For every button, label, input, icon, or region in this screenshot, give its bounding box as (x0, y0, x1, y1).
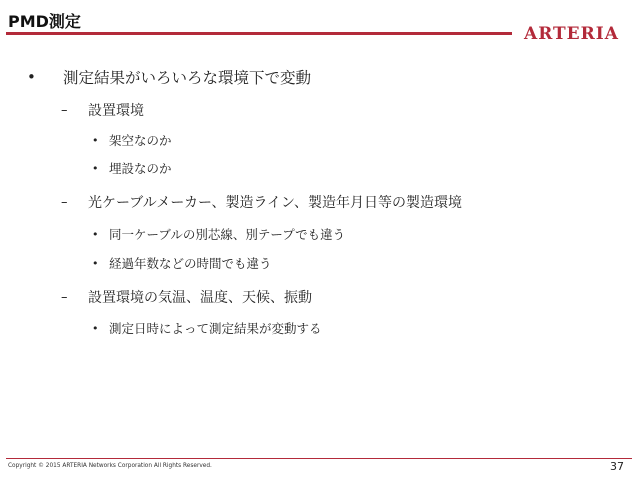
list-item-text: 測定結果がいろいろな環境下で変動 (63, 69, 312, 87)
dash-marker: – (61, 289, 68, 305)
list-item-text: 経過年数などの時間でも違う (109, 256, 272, 271)
bullet-marker: • (92, 321, 99, 335)
bullet-marker: • (92, 161, 99, 175)
list-item-text: 測定日時によって測定結果が変動する (109, 321, 322, 336)
list-item (92, 225, 345, 243)
bullet-marker: • (92, 227, 99, 241)
list-item-text: 埋設なのか (109, 161, 172, 176)
page-number: 37 (610, 460, 624, 473)
bullet-marker: • (27, 68, 36, 86)
bullet-marker: • (92, 133, 99, 147)
list-item (61, 100, 144, 120)
list-item (92, 319, 322, 337)
list-item-text: 設置環境 (88, 103, 144, 119)
header-rule (6, 32, 512, 35)
list-item (61, 287, 312, 307)
list-item (92, 159, 172, 177)
list-item-text: 設置環境の気温、温度、天候、振動 (88, 290, 312, 306)
footer-rule (6, 458, 632, 459)
list-item-text: 光ケーブルメーカー、製造ライン、製造年月日等の製造環境 (88, 195, 462, 211)
list-item (92, 254, 272, 272)
dash-marker: – (61, 102, 68, 118)
slide-title: PMD測定 (8, 12, 81, 31)
list-item (92, 131, 172, 149)
dash-marker: – (61, 194, 68, 210)
arteria-logo: ARTERIA (524, 24, 619, 44)
list-item-text: 架空なのか (109, 133, 172, 148)
list-item (27, 66, 311, 88)
copyright-text: Copyright © 2015 ARTERIA Networks Corporation All Rights Reserved. (8, 463, 212, 469)
list-item (61, 192, 462, 212)
bullet-marker: • (92, 256, 99, 270)
list-item-text: 同一ケーブルの別芯線、別テープでも違う (109, 227, 346, 242)
